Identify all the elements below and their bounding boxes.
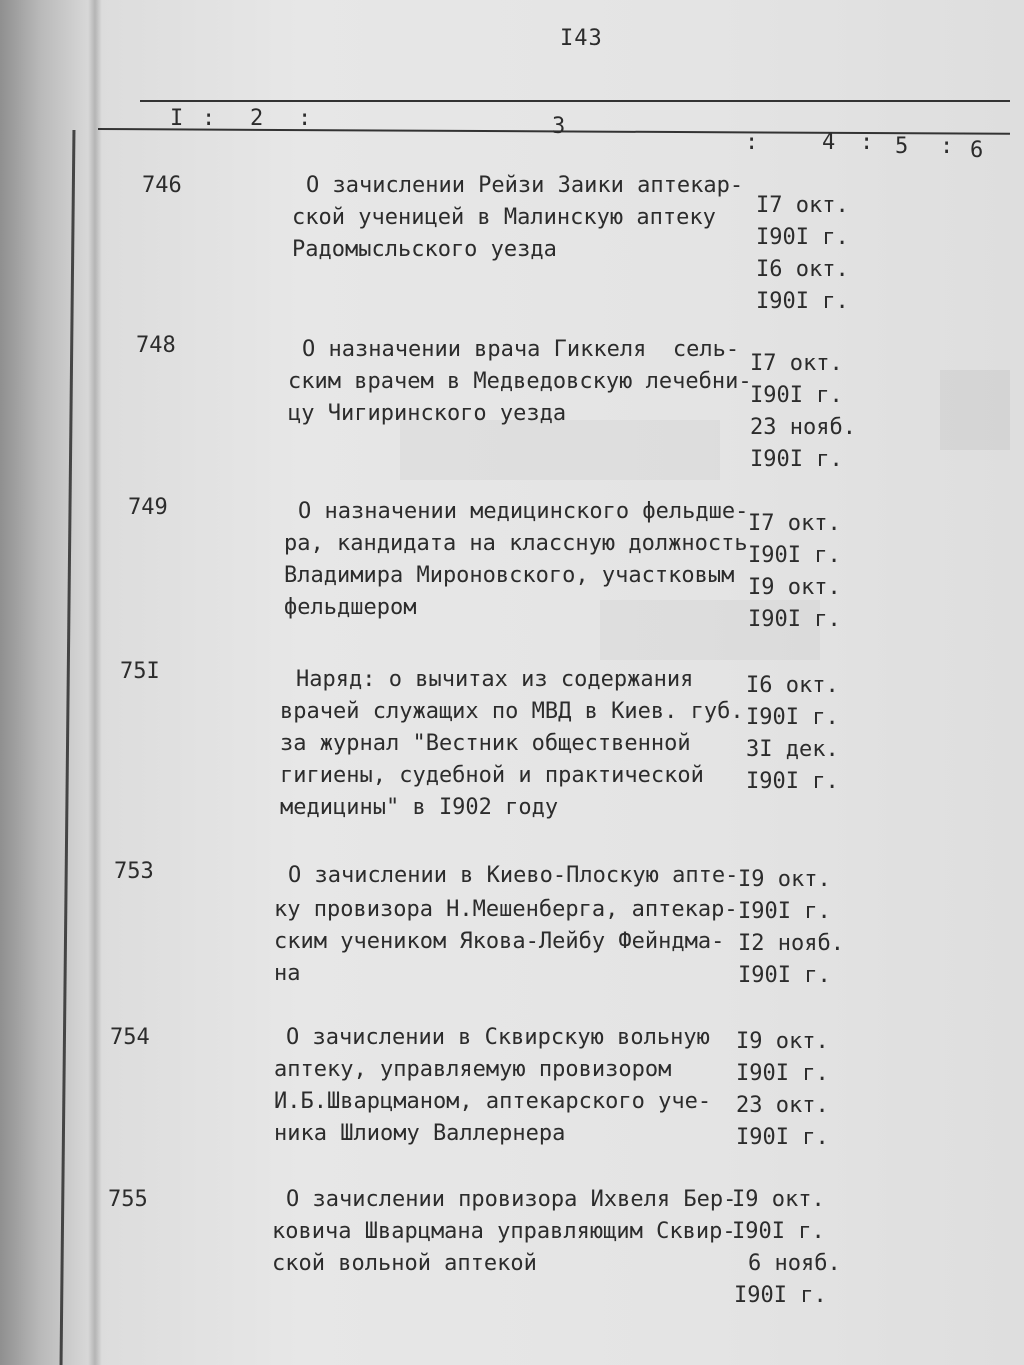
column-header-4: 4 <box>822 130 836 155</box>
entry-date-line: I90I г. <box>746 705 839 730</box>
entry-number: 755 <box>108 1187 148 1212</box>
entry-date-line: 23 нояб. <box>750 415 856 440</box>
entry-description-line: О зачислении в Сквирскую вольную <box>286 1025 710 1050</box>
entry-description-line: Владимира Мироновского, участковым <box>284 563 735 588</box>
entry-description-line: ской ученицей в Малинскую аптеку <box>292 205 716 230</box>
entry-description-line: ку провизора Н.Мешенберга, аптекар- <box>274 897 738 922</box>
entry-date-line: I90I г. <box>750 383 843 408</box>
column-header-1: I <box>170 106 184 131</box>
column-header-2: 2 <box>250 106 264 131</box>
entry-description-line: за журнал "Вестник общественной <box>280 731 691 756</box>
entry-description-line: И.Б.Шварцманом, аптекарского уче- <box>274 1089 712 1114</box>
header-top-rule <box>140 100 1010 102</box>
entry-number: 75I <box>120 659 160 684</box>
entry-description-line: ра, кандидата на классную должность <box>284 531 748 556</box>
column-separator: : <box>745 130 759 155</box>
column-header-3: 3 <box>552 114 566 139</box>
column-separator: : <box>940 134 954 159</box>
entry-number: 746 <box>142 173 182 198</box>
entry-date-line: I7 окт. <box>750 351 843 376</box>
entry-date-line: 6 нояб. <box>748 1251 841 1276</box>
entry-date-line: I90I г. <box>756 225 849 250</box>
entry-description-line: О зачислении Рейзи Заики аптекар- <box>306 173 744 198</box>
margin-line <box>60 130 76 1365</box>
entry-date-line: I9 окт. <box>738 867 831 892</box>
entry-date-line: I7 окт. <box>756 193 849 218</box>
column-header-5: 5 <box>895 134 909 159</box>
entry-date-line: I90I г. <box>736 1061 829 1086</box>
entry-date-line: I90I г. <box>732 1219 825 1244</box>
entry-date-line: I90I г. <box>736 1125 829 1150</box>
entry-description-line: Радомысльского уезда <box>292 237 557 262</box>
entry-description-line: ника Шлиому Валлернера <box>274 1121 566 1146</box>
entry-date-line: I6 окт. <box>746 673 839 698</box>
entry-number: 748 <box>136 333 176 358</box>
entry-description-line: ским учеником Якова-Лейбу Фейндма- <box>274 929 725 954</box>
entry-date-line: I2 нояб. <box>738 931 844 956</box>
entry-description-line: фельдшером <box>284 595 417 620</box>
page-number: I43 <box>560 26 603 51</box>
entry-description-line: О назначении врача Гиккеля сель- <box>302 337 740 362</box>
entry-date-line: I90I г. <box>748 543 841 568</box>
entry-description-line: О зачислении в Киево-Плоскую апте- <box>288 863 739 888</box>
entry-description-line: аптеку, управляемую провизором <box>274 1057 672 1082</box>
bleed-through-mark <box>940 370 1010 450</box>
entry-description-line: медицины" в I902 году <box>280 795 559 820</box>
entry-date-line: I90I г. <box>756 289 849 314</box>
entry-description-line: ским врачем в Медведовскую лечебни- <box>288 369 752 394</box>
entry-description-line: ской вольной аптекой <box>272 1251 537 1276</box>
page-fold-shadow <box>88 0 102 1365</box>
entry-number: 749 <box>128 495 168 520</box>
entry-description-line: О назначении медицинского фельдше- <box>298 499 749 524</box>
entry-description-line: ковича Шварцмана управляющим Сквир- <box>272 1219 736 1244</box>
entry-date-line: I9 окт. <box>748 575 841 600</box>
bleed-through-mark <box>400 420 720 480</box>
entry-description-line: Наряд: о вычитах из содержания <box>296 667 694 692</box>
entry-date-line: I90I г. <box>738 899 831 924</box>
entry-date-line: I90I г. <box>748 607 841 632</box>
entry-date-line: I90I г. <box>746 769 839 794</box>
entry-description-line: врачей служащих по МВД в Киев. губ. <box>280 699 744 724</box>
entry-number: 753 <box>114 859 154 884</box>
entry-date-line: I90I г. <box>750 447 843 472</box>
column-separator: : <box>202 106 216 131</box>
entry-number: 754 <box>110 1025 150 1050</box>
entry-description-line: на <box>274 961 301 986</box>
entry-date-line: I9 окт. <box>732 1187 825 1212</box>
entry-date-line: I9 окт. <box>736 1029 829 1054</box>
column-header-6: 6 <box>970 138 984 163</box>
entry-date-line: 3I дек. <box>746 737 839 762</box>
entry-description-line: цу Чигиринского уезда <box>288 401 567 426</box>
entry-date-line: I90I г. <box>738 963 831 988</box>
column-separator: : <box>860 130 874 155</box>
entry-date-line: I90I г. <box>734 1283 827 1308</box>
entry-date-line: 23 окт. <box>736 1093 829 1118</box>
column-separator: : <box>298 106 312 131</box>
entry-date-line: I7 окт. <box>748 511 841 536</box>
entry-date-line: I6 окт. <box>756 257 849 282</box>
entry-description-line: гигиены, судебной и практической <box>280 763 704 788</box>
entry-description-line: О зачислении провизора Ихвеля Бер- <box>286 1187 737 1212</box>
